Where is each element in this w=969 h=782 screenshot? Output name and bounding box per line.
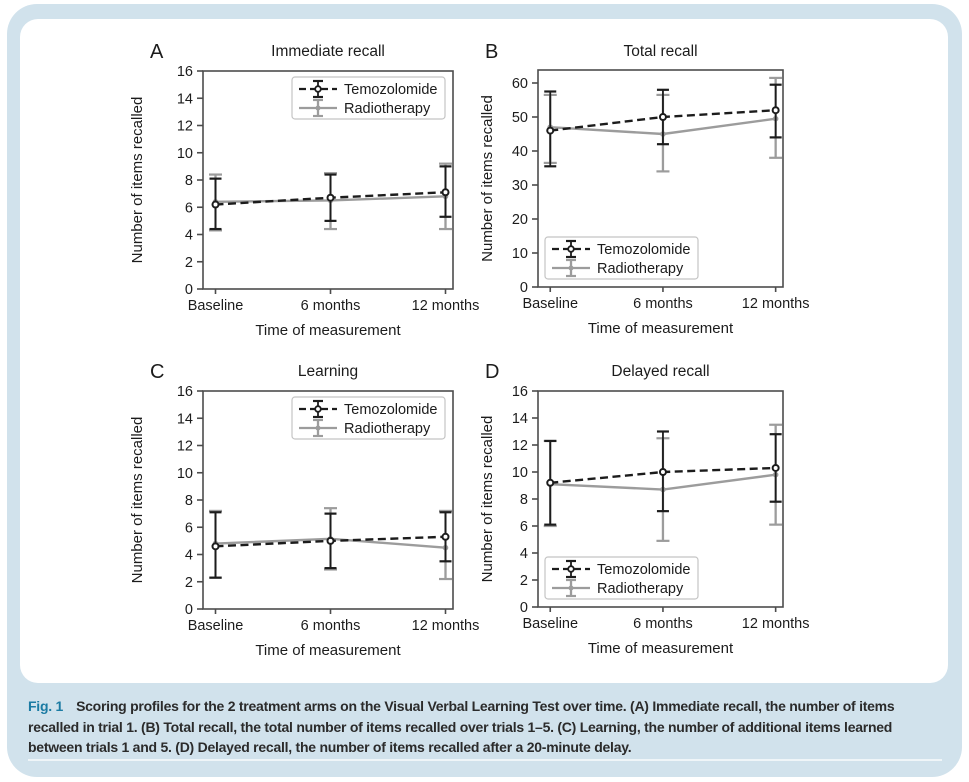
x-axis-label: Time of measurement [255,322,401,339]
data-marker [443,189,449,195]
y-tick-label: 12 [511,438,528,454]
data-marker [443,534,449,540]
y-tick-label: 0 [519,600,528,616]
y-tick-label: 10 [176,465,193,482]
data-marker [328,195,334,201]
data-marker [328,538,334,544]
legend-label: Temozolomide [344,82,438,98]
y-tick-label: 4 [184,547,193,564]
y-tick-label: 8 [184,173,193,189]
y-tick-label: 60 [511,76,528,92]
x-tick-label: 12 months [741,616,810,632]
data-marker [773,107,779,113]
y-tick-label: 14 [176,91,193,108]
y-axis [177,384,203,618]
y-tick-label: 0 [184,282,193,298]
y-tick-label: 14 [511,411,528,427]
legend-label: Radiotherapy [597,581,684,597]
legend [545,557,698,599]
data-marker [213,202,219,208]
figure-label: Fig. 1 [28,698,64,714]
y-tick-label: 14 [176,411,193,428]
x-tick-label: 12 months [411,298,480,314]
y-tick-label: 2 [184,574,193,591]
chart-panel-c [120,348,495,678]
y-tick-label: 10 [511,246,528,262]
y-tick-label: 20 [511,212,528,228]
y-tick-label: 12 [176,118,193,135]
chart-title: Total recall [623,43,698,60]
y-tick-label: 50 [511,110,528,126]
y-tick-label: 8 [184,493,193,509]
chart-title: Learning [297,363,359,380]
y-tick-label: 16 [176,64,193,80]
panel-letter: A [150,41,164,63]
data-marker [773,465,779,471]
y-axis-label: Number of items recalled [129,416,146,584]
x-tick-label: Baseline [522,616,579,632]
y-tick-label: 10 [511,465,528,481]
x-tick-label: 12 months [741,296,810,312]
legend-label: Temozolomide [344,402,438,418]
chart-panel-a [120,28,495,358]
y-axis [512,384,538,616]
x-axis [522,607,809,632]
x-tick-label: 6 months [300,618,361,634]
y-tick-label: 4 [184,227,193,244]
y-tick-label: 6 [184,520,193,537]
data-marker [660,114,666,120]
legend-label: Temozolomide [597,562,691,578]
chart-svg-a [120,28,495,358]
y-axis-label: Number of items recalled [129,96,146,264]
x-axis [522,287,809,312]
x-tick-label: Baseline [522,296,579,312]
x-axis-label: Time of measurement [587,320,734,337]
y-tick-label: 0 [519,280,528,296]
x-axis-label: Time of measurement [255,642,401,659]
chart-svg-d [470,348,845,678]
x-tick-label: Baseline [187,298,244,314]
chart-panel-d [470,348,845,678]
y-tick-label: 6 [519,519,528,535]
chart-title: Delayed recall [611,363,710,380]
figure-caption-text: Scoring profiles for the 2 treatment arms on the Visual Verbal Learning Test over time. (A) Immediate recall, the number of items recalled in trial 1. (B) Total recall, the total number of items recalled over trials 1–5. (C) Learning, the number of additional items learned between trials 1 and 5. (D) Delayed recall, the number of items recalled after a 20-minute delay. [28,698,895,756]
legend [292,397,445,439]
y-axis [512,76,538,296]
y-tick-label: 30 [511,178,528,194]
y-tick-label: 6 [184,200,193,217]
legend-label: Radiotherapy [597,261,684,277]
y-tick-label: 40 [511,144,528,160]
data-marker [213,543,219,549]
data-marker [660,469,666,475]
legend-label: Radiotherapy [344,421,431,437]
chart-title: Immediate recall [271,43,385,60]
data-marker [547,128,553,134]
y-tick-label: 0 [184,602,193,618]
y-axis [177,64,203,298]
legend-label: Radiotherapy [344,101,431,117]
y-tick-label: 16 [176,384,193,400]
panel-letter: B [485,41,499,63]
y-axis-label: Number of items recalled [479,415,496,583]
x-axis [188,609,480,634]
data-marker [547,480,553,486]
x-axis [188,289,480,314]
y-tick-label: 8 [519,492,528,508]
y-tick-label: 10 [176,145,193,162]
figure-caption [28,696,944,758]
panel-letter: C [150,361,165,383]
y-tick-label: 12 [176,438,193,455]
y-tick-label: 16 [511,384,528,400]
x-tick-label: 6 months [300,298,361,314]
y-tick-label: 2 [184,254,193,271]
x-tick-label: Baseline [187,618,244,634]
x-axis-label: Time of measurement [587,640,734,657]
x-tick-label: 6 months [633,296,693,312]
x-tick-label: 6 months [633,616,693,632]
x-tick-label: 12 months [411,618,480,634]
chart-svg-b [470,28,845,358]
y-tick-label: 2 [519,573,528,589]
y-tick-label: 4 [519,546,528,562]
chart-panel-b [470,28,845,358]
chart-svg-c [120,348,495,678]
legend-label: Temozolomide [597,242,691,258]
caption-divider [28,759,942,761]
legend [545,237,698,279]
panel-letter: D [485,361,500,383]
legend [292,77,445,119]
y-axis-label: Number of items recalled [479,95,496,262]
